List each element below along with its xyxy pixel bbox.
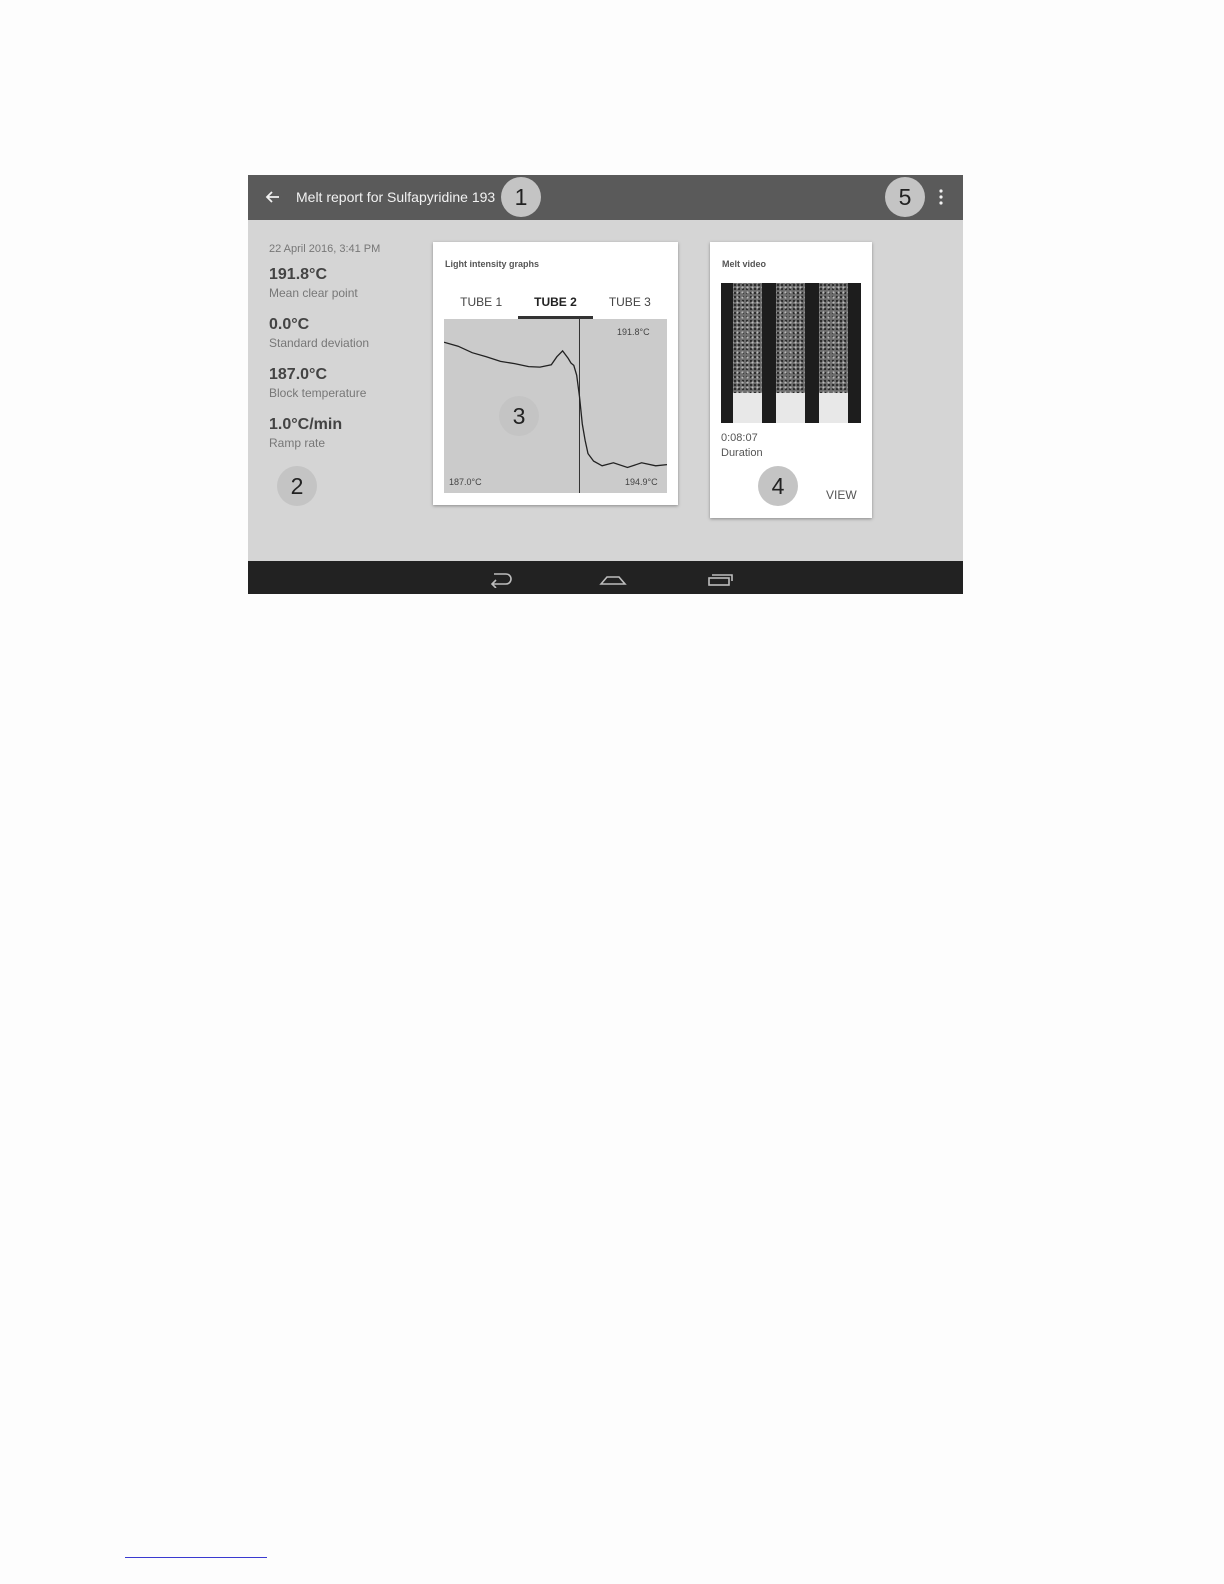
- overflow-menu-button[interactable]: [931, 186, 951, 208]
- summary-panel: [269, 243, 380, 450]
- callout-3: 3: [499, 396, 539, 436]
- tab-tube-2[interactable]: TUBE 2: [518, 292, 592, 319]
- stat-mean-clear-point: [269, 266, 380, 300]
- x-end-label: 194.9°C: [625, 477, 658, 487]
- callout-2: 2: [277, 466, 317, 506]
- series-line-tube-2: [444, 342, 667, 467]
- light-intensity-plot: [444, 319, 667, 493]
- view-video-button[interactable]: VIEW: [826, 488, 857, 502]
- card-title: Melt video: [722, 259, 767, 269]
- nav-recents-icon: [706, 568, 734, 588]
- x-start-label: 187.0°C: [449, 477, 482, 487]
- nav-back-button[interactable]: [486, 568, 514, 588]
- stat-value: 191.8°C: [269, 266, 327, 283]
- tube-tabs: [444, 292, 667, 319]
- marker-label: 191.8°C: [617, 327, 650, 337]
- app-bar: [248, 175, 963, 220]
- nav-recents-button[interactable]: [706, 568, 734, 588]
- arrow-back-icon: [262, 186, 284, 208]
- nav-home-button[interactable]: [599, 568, 627, 588]
- duration-label: Duration: [721, 447, 763, 459]
- stat-value: 187.0°C: [269, 366, 327, 383]
- system-nav-bar: [248, 561, 963, 594]
- stat-ramp-rate: [269, 416, 380, 450]
- capillary-tube-2: [776, 283, 805, 423]
- nav-home-icon: [599, 568, 627, 588]
- melt-video-thumbnail[interactable]: [721, 283, 861, 423]
- capillary-tube-3: [819, 283, 848, 423]
- back-button[interactable]: [262, 186, 284, 208]
- stat-value: 0.0°C: [269, 316, 310, 333]
- stat-block-temperature: [269, 366, 380, 400]
- light-intensity-card: [433, 242, 678, 505]
- callout-1: 1: [501, 177, 541, 217]
- callout-4: 4: [758, 466, 798, 506]
- more-vert-icon: [931, 186, 951, 208]
- tab-tube-3[interactable]: TUBE 3: [608, 295, 651, 309]
- report-date: 22 April 2016, 3:41 PM: [269, 243, 381, 255]
- capillary-tube-1: [733, 283, 762, 423]
- callout-5: 5: [885, 177, 925, 217]
- nav-back-icon: [486, 568, 514, 588]
- stat-label: Ramp rate: [269, 436, 326, 450]
- melt-video-card: [710, 242, 872, 518]
- stat-value: 1.0°C/min: [269, 416, 343, 433]
- tablet-screen: [248, 175, 963, 594]
- page-title: Melt report for Sulfapyridine 193: [296, 189, 496, 205]
- footnote-rule: [125, 1557, 267, 1558]
- stat-label: Standard deviation: [269, 336, 370, 350]
- duration-value: 0:08:07: [721, 432, 758, 444]
- card-title: Light intensity graphs: [445, 259, 540, 269]
- tab-tube-1[interactable]: TUBE 1: [460, 295, 503, 309]
- stat-standard-deviation: [269, 316, 380, 350]
- stat-label: Mean clear point: [269, 286, 358, 300]
- plot-svg: [444, 319, 667, 493]
- stat-label: Block temperature: [269, 386, 367, 400]
